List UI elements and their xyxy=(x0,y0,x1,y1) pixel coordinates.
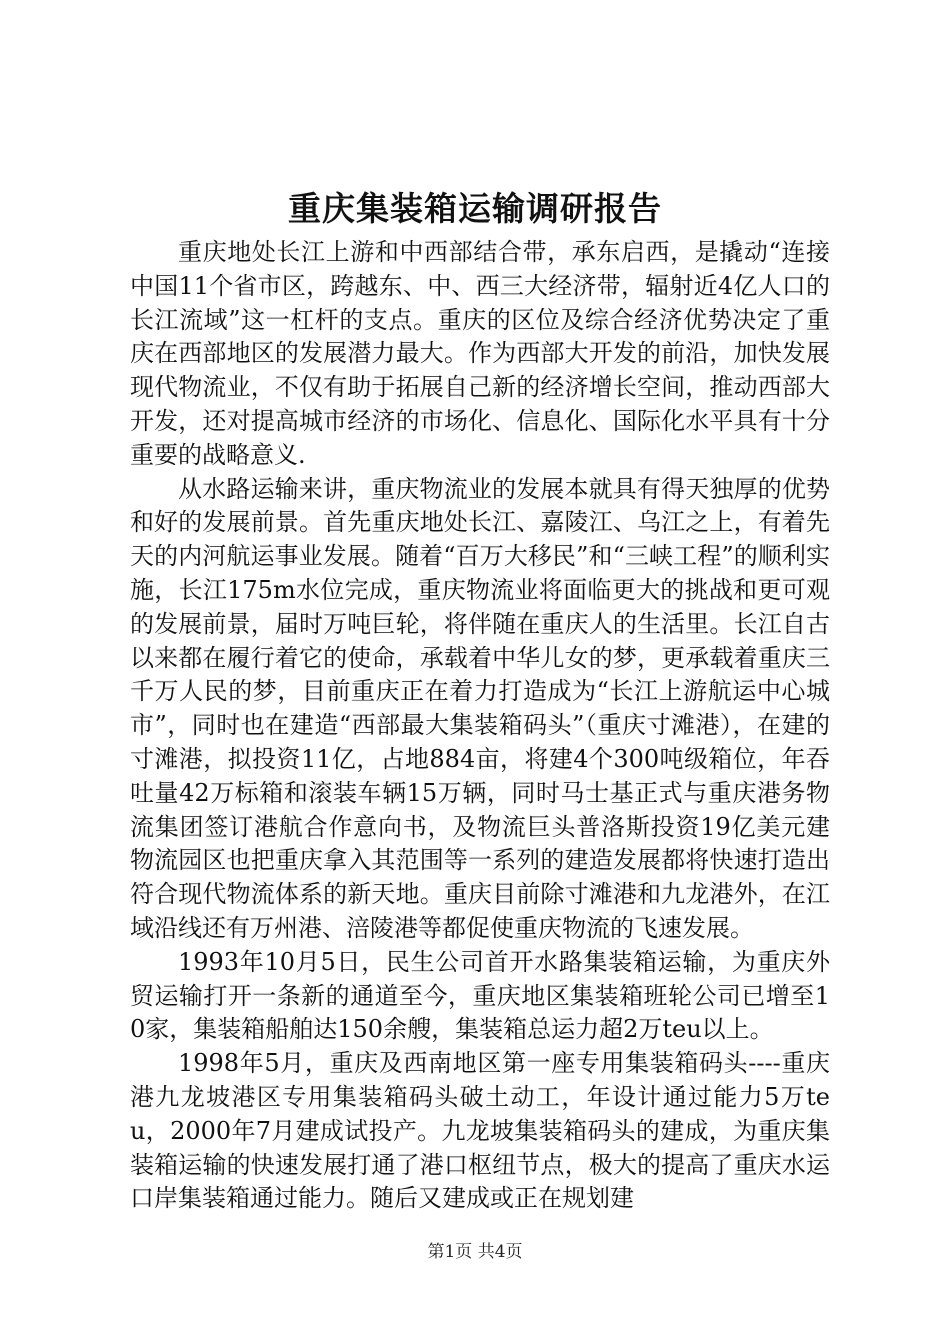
paragraph-1993: 1993年10月5日，民生公司首开水路集装箱运输，为重庆外贸运输打开一条新的通道至今，重庆地区集装箱班轮公司已增至10家，集装箱船舶达150余艘，集装箱总运力超2万teu以上。 xyxy=(130,947,830,1044)
paragraph-1998: 1998年5月，重庆及西南地区第一座专用集装箱码头----重庆港九龙坡港区专用集装箱码头破土动工，年设计通过能力5万teu，2000年7月建成试投产。九龙坡集装箱码头的建成，为重庆集装箱运输的快速发展打通了港口枢纽节点，极大的提高了重庆水运口岸集装箱通过能力。随后又建成或正在规划建 xyxy=(130,1049,830,1213)
paragraph-waterway: 从水路运输来讲，重庆物流业的发展本就具有得天独厚的优势和好的发展前景。首先重庆地处长江、嘉陵江、乌江之上，有着先天的内河航运事业发展。随着“百万大移民”和“三峡工程”的顺利实施，长江175m水位完成，重庆物流业将面临更大的挑战和更可观的发展前景，届时万吨巨轮，将伴随在重庆人的生活里。长江自古以来都在履行着它的使命，承载着中华儿女的梦，更承载着重庆三千万人民的梦，目前重庆正在着力打造成为“长江上游航运中心城市”，同时也在建造“西部最大集装箱码头”（重庆寸滩港），在建的寸滩港，拟投资11亿，占地884亩，将建4个300吨级箱位，年吞吐量42万标箱和滚装车辆15万辆，同时马士基正式与重庆港务物流集团签订港航合作意向书，及物流巨头普洛斯投资19亿美元建物流园区也把重庆拿入其范围等一系列的建造发展都将快速打造出符合现代物流体系的新天地。重庆目前除寸滩港和九龙港外，在江域沿线还有万州港、涪陵港等都促使重庆物流的飞速发展。 xyxy=(130,474,830,942)
document-body xyxy=(130,236,830,1216)
paragraph-intro: 重庆地处长江上游和中西部结合带，承东启西，是撬动“连接中国11个省市区，跨越东、中、西三大经济带，辐射近4亿人口的长江流域”这一杠杆的支点。重庆的区位及综合经济优势决定了重庆在西部地区的发展潜力最大。作为西部大开发的前沿，加快发展现代物流业，不仅有助于拓展自己新的经济增长空间，推动西部大开发，还对提高城市经济的市场化、信息化、国际化水平具有十分重要的战略意义. xyxy=(130,238,830,469)
page-footer: 第1页 共4页 xyxy=(427,1242,523,1262)
document-title: 重庆集装箱运输调研报告 xyxy=(288,189,662,228)
